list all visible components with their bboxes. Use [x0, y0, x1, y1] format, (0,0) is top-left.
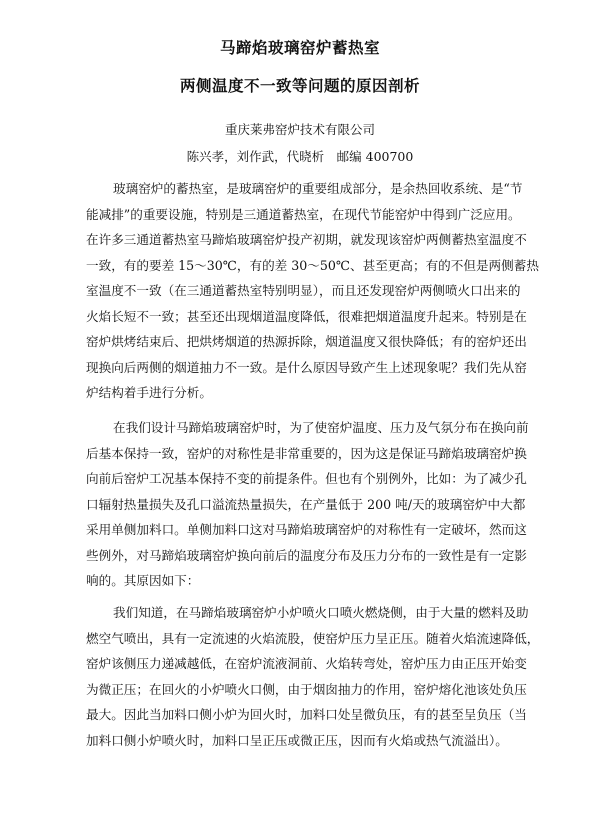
title-line-2: 两侧温度不一致等问题的原因剖析 [179, 77, 420, 95]
paragraph-3-line: 我们知道，在马蹄焰玻璃窑炉小炉喷火口喷火燃烧侧，由于大量的燃料及助 [113, 605, 529, 620]
paragraph-3-line: 加料口侧小炉喷火时，加料口呈正压或微正压，因而有火焰或热气流溢出）。 [86, 732, 508, 748]
paragraph-2-line: 在我们设计马蹄焰玻璃窑炉时，为了使窑炉温度、压力及气氛分布在换向前 [113, 420, 529, 435]
paragraph-2-line: 向前后窑炉工况基本保持不变的前提条件。但也有个别例外，比如：为了减少孔 [86, 471, 527, 486]
paragraph-1-line: 能减排”的重要设施，特别是三通道蓄热室，在现代节能窑炉中得到广泛应用。 [86, 206, 521, 222]
paragraph-1-line: 炉结构着手进行分析。 [86, 385, 212, 400]
paragraph-2-line: 后基本保持一致，窑炉的对称性是非常重要的，因为这是保证马蹄焰玻璃窑炉换 [86, 445, 527, 461]
paragraph-2-line: 些例外，对马蹄焰玻璃窑炉换向前后的温度分布及压力分布的一致性是有一定影 [86, 547, 527, 563]
paragraph-3-line: 最大。因此当加料口侧小炉为回火时，加料口处呈微负压，有的甚至呈负压（当 [86, 707, 527, 722]
paragraph-1-line: 室温度不一致（在三通道蓄热室特别明显），而且还发现窑炉两侧喷火口出来的 [86, 283, 521, 298]
paragraph-1-line: 火焰长短不一致；甚至还出现烟道温度降低，很难把烟道温度升起来。特别是在 [86, 308, 527, 324]
paragraph-2-line: 响的。其原因如下： [86, 573, 200, 588]
title-line-1: 马蹄焰玻璃窑炉蓄热室 [219, 39, 380, 57]
paragraph-2-line: 口辐射热量损失及孔口溢流热量损失，在产量低于 200 吨/天的玻璃窑炉中大都 [86, 496, 526, 512]
authors: 陈兴孝，刘作武，代晓析 邮编 400700 [186, 149, 414, 164]
paragraph-1-line: 窑炉烘烤结束后、把烘烤烟道的热源拆除，烟道温度又很快降低；有的窑炉还出 [86, 334, 527, 349]
paragraph-3-line: 为微正压；在回火的小炉喷火口侧，由于烟囱抽力的作用，窑炉熔化池该处负压 [86, 681, 527, 697]
paragraph-2-line: 采用单侧加料口。单侧加料口这对马蹄焰玻璃窑炉的对称性有一定破坏，然而这 [86, 522, 527, 537]
paragraph-3-line: 窑炉该侧压力递减越低，在窑炉流液洞前、火焰转弯处，窑炉压力由正压开始变 [86, 656, 527, 671]
affiliation: 重庆莱弗窑炉技术有限公司 [224, 122, 375, 137]
paragraph-1-line: 玻璃窑炉的蓄热室，是玻璃窑炉的重要组成部分，是余热回收系统、是“节 [113, 181, 523, 196]
paragraph-3-line: 燃空气喷出，具有一定流速的火焰流股，使窑炉压力呈正压。随着火焰流速降低， [86, 630, 540, 646]
paragraph-1-line: 一致，有的要差 15～30℃，有的差 30～50℃、甚至更高；有的不但是两侧蓄热 [86, 257, 539, 273]
paragraph-1-line: 在许多三通道蓄热室马蹄焰玻璃窑炉投产初期，就发现该窑炉两侧蓄热室温度不 [86, 232, 527, 247]
paragraph-1-line: 现换向后两侧的烟道抽力不一致。是什么原因导致产生上述现象呢？我们先从窑 [86, 359, 527, 375]
